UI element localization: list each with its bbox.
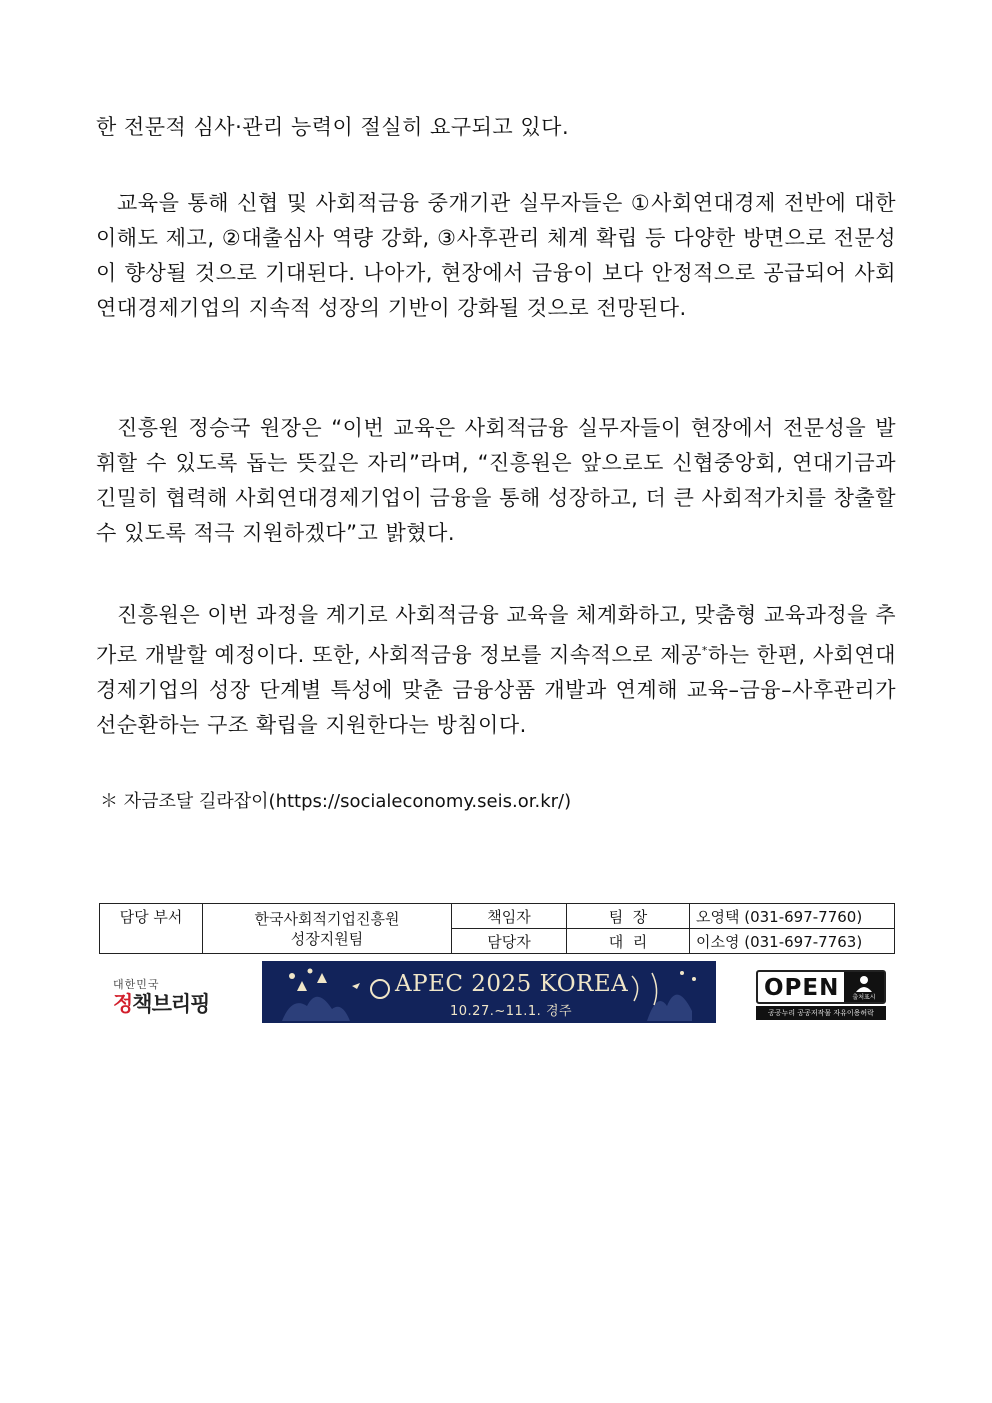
dept-label: 담당 부서: [100, 904, 203, 954]
open-word: OPEN: [764, 975, 840, 1001]
brief-red-char: 정: [113, 992, 133, 1016]
apec-date: 10.27.~11.1. 경주: [450, 1004, 573, 1019]
org-team: 성장지원팀: [290, 929, 364, 948]
apec-banner[interactable]: [262, 961, 716, 1023]
attribution-label: 출처표시: [852, 994, 876, 1001]
contact-row-manager: [100, 904, 895, 929]
paragraph-future-plan-text: 진흥원은 이번 과정을 계기로 사회적금융 교육을 체계화하고, 맞춤형 교육과정을 추가로 개발할 예정이다. 또한, 사회적금융 정보를 지속적으로 제공*하는 한편, 사회연대경제기업의 성장 단계별 특성에 맞춘 금융상품 개발과 연계해 교육–금융–사후관리가 선순환하는 구조 확립을 지원한다는 방침이다.: [96, 603, 896, 737]
org-cell: [203, 904, 452, 954]
org-name: 한국사회적기업진흥원: [254, 909, 400, 928]
paragraph-continuation: 한 전문적 심사·관리 능력이 절실히 요구되고 있다.: [96, 115, 570, 139]
paragraph-future-plan: [96, 598, 896, 743]
brief-rest-text: 책브리핑: [132, 992, 210, 1016]
role-staff: 담당자: [452, 929, 567, 954]
footer-logos: [0, 958, 992, 1028]
role-manager: 책임자: [452, 904, 567, 929]
open-license-caption: 공공누리 공공저작물 자유이용허락: [756, 1006, 886, 1020]
brief-small-text: 대한민국: [113, 978, 160, 991]
paragraph-education-effects: 교육을 통해 신협 및 사회적금융 중개기관 실무자들은 ①사회연대경제 전반에 대한 이해도 제고, ②대출심사 역량 강화, ③사후관리 체계 확립 등 다양한 방면으로 전문성이 향상될 것으로 기대된다. 나아가, 현장에서 금융이 보다 안정적으로 공급되어 사회연대경제기업의 지속적 성장의 기반이 강화될 것으로 전망된다.: [96, 191, 896, 320]
person-icon: [844, 972, 884, 994]
contact-table: [99, 903, 895, 954]
open-license-box: [756, 970, 886, 1004]
footnote-mark: *: [701, 644, 708, 657]
title-staff: 대 리: [567, 929, 690, 954]
footnote: ＊ 자금조달 길라잡이(https://socialeconomy.seis.or.kr/): [100, 791, 572, 812]
person-staff: 이소영 (031-697-7763): [690, 929, 895, 954]
kogl-open-license[interactable]: [756, 970, 886, 1020]
apec-title: APEC 2025 KOREA: [395, 971, 629, 997]
paragraph-director-quote: 진흥원 정승국 원장은 “이번 교육은 사회적금융 실무자들이 현장에서 전문성을 발휘할 수 있도록 돕는 뜻깊은 자리”라며, “진흥원은 앞으로도 신협중앙회, 연대기금과 긴밀히 협력해 사회연대경제기업이 금융을 통해 성장하고, 더 큰 사회적가치를 창출할 수 있도록 적극 지원하겠다”고 밝혔다.: [96, 416, 896, 545]
attribution-badge: [844, 972, 884, 1002]
person-manager: 오영택 (031-697-7760): [690, 904, 895, 929]
title-manager: 팀 장: [567, 904, 690, 929]
apec-emblem-icon: [370, 979, 390, 999]
brief-big-text: [113, 992, 223, 1016]
policy-briefing-logo[interactable]: [113, 976, 223, 1016]
